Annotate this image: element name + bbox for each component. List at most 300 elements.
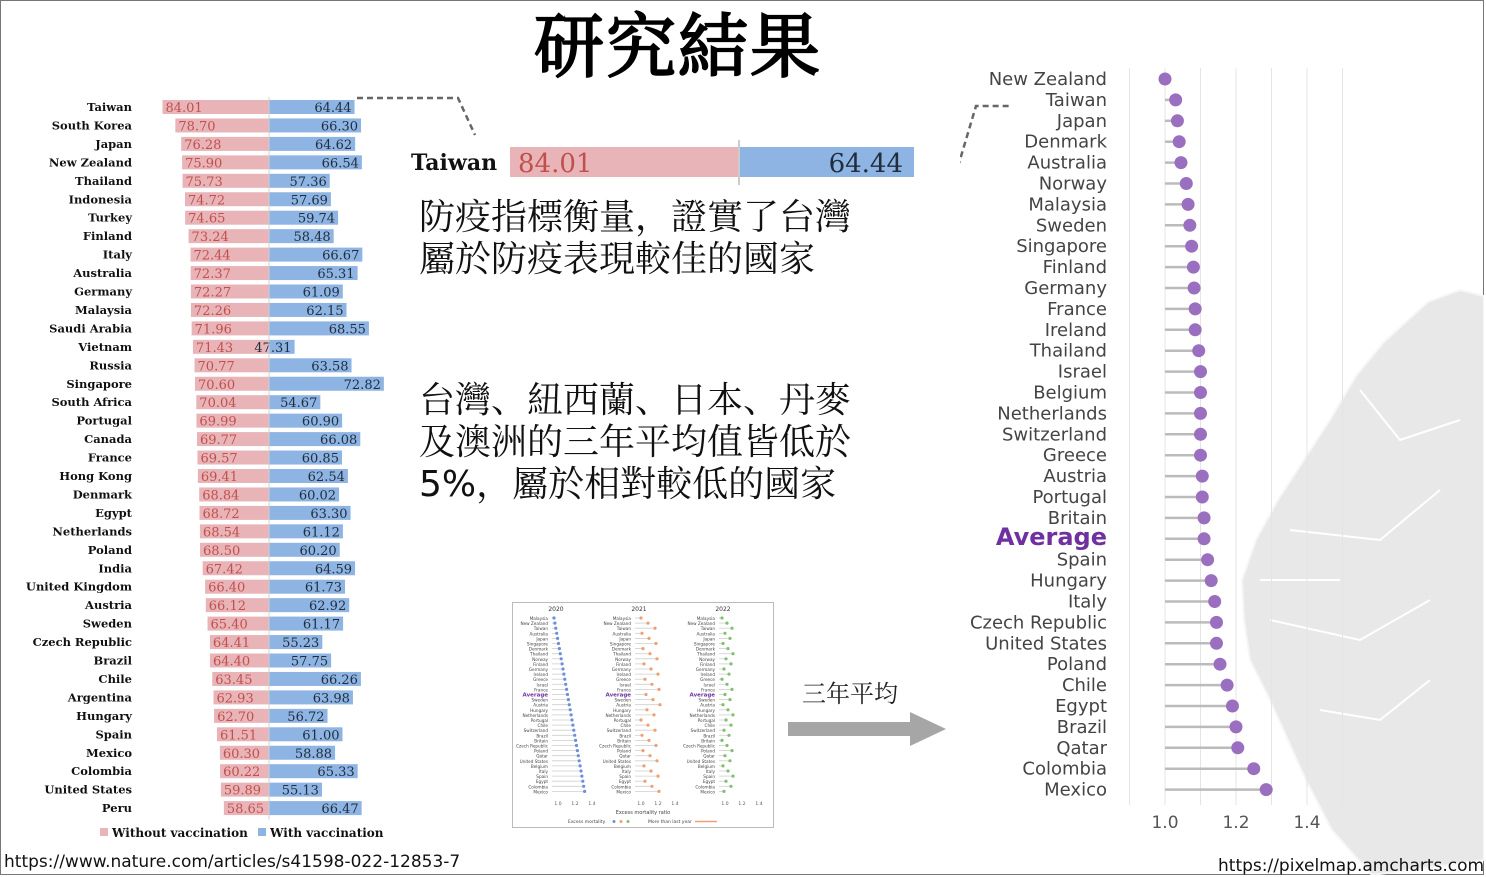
bar-with-value: 57.69 (290, 193, 328, 209)
bar-without-value: 72.27 (193, 285, 232, 301)
bar-with-value: 61.17 (302, 617, 341, 633)
thumbnail-dot (722, 790, 725, 793)
lollipop-dot (1208, 595, 1221, 608)
lollipop-dot (1247, 762, 1260, 775)
thumbnail-country-label: Spain (619, 774, 631, 780)
bar-without-value: 70.60 (197, 377, 236, 393)
lollipop-dot (1226, 700, 1239, 713)
thumbnail-dot (730, 688, 733, 691)
thumbnail-tick-label: 1.4 (671, 802, 679, 807)
thumbnail-dot (729, 724, 732, 727)
thumbnail-dot (725, 744, 728, 747)
lollipop-category-label: United States (985, 633, 1107, 655)
bar-with-value: 58.88 (294, 746, 333, 762)
lollipop-category-label: Switzerland (1002, 424, 1107, 446)
thumbnail-country-label: Australia (696, 631, 715, 637)
lollipop-dot (1194, 386, 1207, 399)
thumbnail-country-label: Norway (699, 656, 715, 662)
thumbnail-dot (560, 657, 563, 660)
thumbnail-country-label: United States (602, 758, 631, 764)
thumbnail-country-label: Egypt (535, 779, 548, 785)
thumbnail-country-label: Colombia (695, 784, 715, 790)
bar-category-label: Chile (98, 671, 132, 686)
bar-with-value: 66.26 (320, 672, 358, 688)
thumbnail-country-label: Australia (612, 631, 631, 637)
thumbnail-legend-dot (620, 820, 623, 823)
thumbnail-country-label: Italy (705, 769, 715, 774)
lollipop-category-label: Malaysia (1028, 194, 1107, 216)
thumbnail-country-label: Mexico (616, 789, 631, 795)
thumbnail-country-label: Austria (700, 702, 715, 708)
thumbnail-dot (564, 683, 567, 686)
lollipop-category-label: Egypt (1055, 696, 1107, 717)
thumbnail-country-label: Italy (538, 769, 548, 774)
lollipop-dot (1221, 679, 1234, 692)
bar-with-value: 61.12 (302, 525, 340, 541)
thumbnail-country-label: Netherlands (522, 712, 548, 718)
thumbnail-country-label: New Zealand (603, 621, 631, 627)
bar-without-value: 68.84 (202, 488, 240, 504)
thumbnail-dot (728, 637, 731, 640)
bar-without-value: 72.44 (193, 248, 231, 264)
thumbnail-country-label: Switzerland (606, 728, 631, 734)
finding-text-1-line-1: 防疫指標衡量，證實了台灣 (419, 197, 852, 238)
thumbnail-country-label: Average (522, 692, 548, 699)
thumbnail-dot (726, 708, 729, 711)
callout-label: Taiwan (411, 150, 498, 176)
thumbnail-dot (723, 632, 726, 635)
finding-text-2-line-2: 及澳洲的三年平均值皆低於 (419, 422, 852, 463)
thumbnail-panel-title: 2020 (548, 606, 564, 613)
thumbnail-country-label: Germany (695, 667, 715, 672)
thumbnail-dot (653, 627, 656, 630)
thumbnail-dot (645, 708, 648, 711)
thumbnail-country-label: Qatar (619, 753, 631, 759)
bar-with-value: 60.02 (298, 488, 337, 504)
lollipop-dot (1182, 198, 1195, 211)
bar-category-label: Indonesia (68, 192, 132, 207)
x-tick-label: 1.4 (1293, 813, 1321, 833)
lollipop-dot (1196, 491, 1209, 504)
bar-without-value: 71.96 (194, 322, 232, 338)
thumbnail-country-label: Japan (703, 636, 715, 642)
thumbnail-country-label: Brazil (703, 733, 715, 739)
thumbnail-dot (643, 780, 646, 783)
taiwan-callout (355, 90, 925, 190)
bar-with-value: 60.20 (299, 543, 337, 559)
lollipop-category-label: Portugal (1032, 487, 1107, 508)
thumbnail-country-label: Egypt (618, 779, 631, 785)
thumbnail-country-label: Belgium (613, 763, 631, 769)
thumbnail-dot (725, 683, 728, 686)
lollipop-dot (1189, 302, 1202, 315)
thumbnail-dot (643, 678, 646, 681)
thumbnail-country-label: United States (519, 758, 548, 764)
legend-swatch-without (100, 828, 108, 836)
lollipop-dot (1173, 135, 1186, 148)
legend-label-with: With vaccination (270, 826, 384, 840)
legend-label-without: Without vaccination (112, 826, 248, 840)
lollipop-dot (1169, 93, 1182, 106)
lollipop-category-label: Hungary (1030, 570, 1107, 592)
bar-category-label: Saudi Arabia (49, 321, 132, 336)
bar-without-value: 76.28 (184, 137, 222, 153)
thumbnail-dot (555, 632, 558, 635)
thumbnail-country-label: Denmark (528, 646, 548, 652)
thumbnail-country-label: Australia (529, 631, 548, 637)
callout-value-without: 84.01 (518, 149, 593, 179)
thumbnail-tick-label: 1.4 (588, 802, 596, 807)
thumbnail-dot (731, 775, 734, 778)
bar-without-value: 68.54 (202, 525, 241, 541)
bar-with-value: 68.55 (328, 322, 366, 338)
bar-without-value: 66.40 (208, 580, 246, 596)
thumbnail-tick-label: 1.0 (637, 802, 645, 807)
thumbnail-panel-title: 2021 (631, 606, 647, 613)
legend-swatch-with (258, 828, 266, 836)
bar-category-label: Peru (101, 801, 132, 816)
thumbnail-country-label: Greece (533, 677, 548, 683)
lollipop-category-label: Germany (1024, 278, 1107, 299)
lollipop-dot (1180, 177, 1193, 190)
thumbnail-dot (579, 764, 582, 767)
bar-with-value: 65.31 (317, 267, 355, 283)
finding-text-2-line-3: 5%，屬於相對較低的國家 (419, 464, 837, 505)
thumbnail-dot (730, 749, 733, 752)
thumbnail-dot (721, 703, 724, 706)
thumbnail-tick-label: 1.0 (554, 802, 562, 807)
lollipop-dot (1187, 261, 1200, 274)
thumbnail-country-label: Netherlands (689, 712, 715, 718)
thumbnail-tick-label: 1.2 (571, 802, 579, 807)
thumbnail-dot (574, 739, 577, 742)
bar-category-label: Singapore (66, 376, 132, 391)
thumbnail-dot (639, 616, 642, 619)
bar-category-label: United Kingdom (25, 579, 132, 594)
bar-without-value: 62.93 (216, 691, 254, 707)
bar-without-value: 69.77 (199, 433, 238, 449)
thumbnail-dot (655, 657, 658, 660)
thumbnail-country-label: Brazil (619, 733, 631, 739)
bar-category-label: Thailand (75, 173, 132, 188)
bar-with-value: 61.73 (304, 580, 343, 596)
arrow-label: 三年平均 (802, 680, 898, 708)
thumbnail-country-label: Britain (701, 738, 715, 744)
thumbnail-legend-dot (627, 820, 630, 823)
thumbnail-country-label: Taiwan (533, 626, 548, 632)
bar-without-value: 74.72 (187, 193, 226, 209)
thumbnail-tick-label: 1.2 (738, 802, 746, 807)
thumbnail-country-label: Chile (620, 723, 631, 729)
thumbnail-country-label: Egypt (702, 779, 715, 785)
thumbnail-x-label: Excess mortality ratio (615, 810, 671, 816)
thumbnail-country-label: Finland (616, 661, 631, 667)
lollipop-dot (1198, 532, 1211, 545)
bar-category-label: Colombia (71, 764, 132, 779)
lollipop-dot (1189, 323, 1202, 336)
bar-with-value: 57.75 (290, 654, 329, 670)
thumbnail-country-label: Chile (704, 723, 715, 729)
thumbnail-country-label: Sweden (614, 697, 631, 703)
bar-category-label: Russia (89, 358, 132, 373)
thumbnail-dot (582, 785, 585, 788)
callout-value-with: 64.44 (828, 149, 903, 179)
lollipop-dot (1198, 511, 1211, 524)
thumbnail-dot (650, 683, 653, 686)
thumbnail-dot (570, 718, 573, 721)
bar-without-value: 70.77 (197, 359, 235, 375)
lollipop-category-label: Thailand (1029, 340, 1107, 362)
lollipop-dot (1192, 344, 1205, 357)
thumbnail-dot (647, 739, 650, 742)
lollipop-category-label: Australia (1027, 152, 1107, 174)
source-link-left[interactable]: https://www.nature.com/articles/s41598-022-12853-7 (4, 852, 461, 872)
lollipop-category-label: Singapore (1016, 236, 1107, 258)
bar-without-value: 64.41 (212, 636, 251, 652)
bar-category-label: South Korea (51, 118, 132, 133)
bar-with-value: 65.33 (317, 765, 355, 781)
thumbnail-country-label: Belgium (697, 763, 715, 769)
thumbnail-country-label: Thailand (613, 651, 631, 657)
bar-with-value: 64.59 (314, 562, 353, 578)
bar-without-value: 68.50 (203, 543, 241, 559)
lollipop-dot (1210, 616, 1223, 629)
bar-without-value: 70.04 (199, 396, 237, 412)
thumbnail-dot (570, 713, 573, 716)
thumbnail-dot (641, 749, 644, 752)
thumbnail-dot (583, 790, 586, 793)
lollipop-category-label: Israel (1057, 361, 1107, 383)
thumbnail-country-label: Czech Republic (683, 743, 715, 749)
thumbnail-country-label: Taiwan (616, 626, 631, 632)
thumbnail-country-label: Spain (703, 774, 715, 780)
bar-category-label: Vietnam (78, 339, 132, 354)
lollipop-dot (1159, 73, 1172, 86)
lollipop-dot (1201, 553, 1214, 566)
thumbnail-dot (725, 622, 728, 625)
thumbnail-country-label: Sweden (698, 697, 715, 703)
bar-without-value: 59.89 (223, 783, 262, 799)
bar-category-label: Argentina (67, 690, 132, 705)
thumbnail-country-label: Qatar (703, 753, 715, 759)
x-tick-label: 1.2 (1222, 813, 1250, 833)
thumbnail-country-label: Japan (536, 636, 548, 642)
lollipop-dot (1194, 449, 1207, 462)
thumbnail-dot (561, 667, 564, 670)
bar-without-value: 66.12 (208, 599, 247, 615)
bar-category-label: Poland (87, 542, 132, 557)
thumbnail-country-label: Germany (528, 667, 548, 672)
thumbnail-country-label: United States (686, 758, 715, 764)
thumbnail-dot (571, 724, 574, 727)
lollipop-dot (1194, 407, 1207, 420)
thumbnail-dot (657, 688, 660, 691)
thumbnail-country-label: Qatar (536, 753, 548, 759)
bar-category-label: India (98, 561, 132, 576)
bar-with-value: 61.00 (302, 728, 340, 744)
thumbnail-country-label: Portugal (697, 718, 715, 723)
bar-without-value: 75.73 (185, 174, 223, 190)
thumbnail-dot (559, 652, 562, 655)
thumbnail-tick-label: 1.2 (654, 802, 662, 807)
thumbnail-country-label: Switzerland (523, 728, 548, 734)
thumbnail-dot (573, 734, 576, 737)
thumbnail-dot (720, 616, 723, 619)
thumbnail-country-label: Finland (700, 661, 715, 667)
bar-category-label: Turkey (88, 210, 132, 225)
thumbnail-country-label: Sweden (531, 697, 548, 703)
bar-category-label: Netherlands (52, 524, 132, 539)
source-link-right[interactable]: https://pixelmap.amcharts.com (1218, 856, 1485, 876)
bar-category-label: Taiwan (87, 100, 132, 114)
lollipop-category-label: Italy (1067, 591, 1107, 613)
thumbnail-dot (561, 662, 564, 665)
bar-with-value: 63.58 (311, 359, 349, 375)
bar-category-label: Spain (95, 727, 132, 742)
thumbnail-dot (724, 657, 727, 660)
bar-with-value: 62.15 (306, 303, 344, 319)
lollipop-category-label: Denmark (1024, 131, 1107, 153)
thumbnail-dot (724, 718, 727, 721)
bar-with-value: 55.23 (282, 636, 320, 652)
bar-category-label: Italy (102, 247, 132, 262)
thumbnail-country-label: Britain (534, 738, 548, 744)
bar-without-value: 62.70 (217, 709, 255, 725)
thumbnail-country-label: Hungary (530, 707, 548, 713)
thumbnail-tick-label: 1.0 (721, 802, 729, 807)
thumbnail-country-label: Norway (615, 656, 631, 662)
thumbnail-country-label: Average (689, 692, 715, 699)
thumbnail-dot (646, 622, 649, 625)
bar-without-value: 69.99 (199, 414, 237, 430)
page-title: 研究結果 (534, 6, 822, 88)
thumbnail-dot (730, 627, 733, 630)
thumbnail-country-label: Portugal (530, 718, 548, 723)
bar-category-label: Sweden (82, 616, 132, 631)
thumbnail-country-label: Britain (617, 738, 631, 744)
thumbnail-dot (557, 642, 560, 645)
lollipop-dot (1183, 219, 1196, 232)
bar-without-value: 68.72 (202, 506, 240, 522)
bar-with-value: 66.30 (320, 119, 359, 135)
thumbnail-dot (577, 754, 580, 757)
thumbnail-panel-title: 2022 (715, 606, 731, 613)
lollipop-dot (1188, 282, 1201, 295)
finding-text-2-line-1: 台灣、紐西蘭、日本、丹麥 (419, 380, 852, 421)
thumbnail-country-label: Denmark (695, 646, 715, 652)
thumbnail-country-label: Japan (619, 636, 631, 642)
thumbnail-country-label: Israel (536, 682, 548, 688)
bar-category-label: Mexico (86, 745, 132, 760)
thumbnail-dot (579, 769, 582, 772)
thumbnail-country-label: Israel (619, 682, 631, 688)
bar-with-value: 66.54 (321, 156, 359, 172)
thumbnail-dot (726, 647, 729, 650)
thumbnail-dot (581, 780, 584, 783)
thumbnail-country-label: Finland (533, 661, 548, 667)
thumbnail-dot (648, 754, 651, 757)
thumbnail-country-label: Malaysia (529, 616, 548, 621)
thumbnail-dot (657, 790, 660, 793)
thumbnail-dot (655, 759, 658, 762)
thumbnail-dot (722, 667, 725, 670)
thumbnail-dot (553, 622, 556, 625)
thumbnail-dot (723, 693, 726, 696)
lollipop-dot (1194, 428, 1207, 441)
bar-category-label: Brazil (93, 653, 132, 668)
thumbnail-country-label: Singapore (609, 641, 631, 647)
thumbnail-country-label: Mexico (700, 789, 715, 795)
lollipop-category-label: Britain (1047, 507, 1107, 529)
bar-with-value: 47.31 (254, 340, 292, 356)
taiwan-map-shape (1242, 290, 1484, 875)
lollipop-category-label: Qatar (1056, 737, 1107, 759)
bar-without-value: 67.42 (205, 562, 243, 578)
bar-without-value: 71.43 (195, 340, 234, 356)
bar-with-value: 60.90 (301, 414, 340, 430)
lollipop-category-label: Norway (1038, 173, 1107, 195)
lollipop-dot (1214, 658, 1227, 671)
thumbnail-dot (653, 729, 656, 732)
thumbnail-dot (642, 662, 645, 665)
thumbnail-dot (728, 759, 731, 762)
bar-category-label: Austria (85, 598, 132, 613)
bar-with-value: 63.98 (312, 691, 350, 707)
thumbnail-country-label: Czech Republic (599, 743, 631, 749)
thumbnail-dot (656, 673, 659, 676)
thumbnail-country-label: Denmark (611, 646, 631, 652)
lollipop-category-label: Ireland (1044, 319, 1107, 341)
thumbnail-country-label: Italy (621, 769, 631, 774)
thumbnail-country-label: Ireland (700, 672, 715, 678)
thumbnail-country-label: Germany (611, 667, 631, 672)
thumbnail-country-label: Greece (700, 677, 715, 683)
thumbnail-dot (721, 642, 724, 645)
bar-category-label: Finland (82, 229, 132, 244)
thumbnail-dot (726, 769, 729, 772)
bar-without-value: 84.01 (165, 101, 203, 116)
thumbnail-dot (563, 678, 566, 681)
thumbnail-dot (578, 759, 581, 762)
thumbnail-country-label: Ireland (533, 672, 548, 678)
thumbnail-country-label: New Zealand (520, 621, 548, 627)
thumbnail-dot (723, 754, 726, 757)
bar-without-value: 69.41 (200, 470, 239, 485)
bar-with-value: 56.72 (287, 709, 325, 725)
thumbnail-dot (554, 627, 557, 630)
bar-category-label: Australia (73, 266, 132, 281)
thumbnail-dot (568, 703, 571, 706)
lollipop-dot (1210, 637, 1223, 650)
bar-category-label: South Africa (51, 395, 132, 410)
thumbnail-dot (580, 775, 583, 778)
bar-category-label: Egypt (95, 505, 132, 520)
bar-without-value: 69.57 (200, 451, 238, 467)
bar-without-value: 64.40 (212, 654, 251, 670)
thumbnail-dot (652, 713, 655, 716)
thumbnail-dot (654, 744, 657, 747)
bar-without-value: 60.22 (223, 765, 261, 781)
thumbnail-dot (729, 785, 732, 788)
lollipop-dashed-connector (960, 106, 1012, 368)
thumbnail-dot (728, 698, 731, 701)
finding-text-1 (419, 197, 851, 281)
thumbnail-dot (720, 678, 723, 681)
thumbnail-country-label: Malaysia (612, 616, 631, 621)
bar-with-value: 58.48 (293, 230, 331, 246)
thumbnail-country-label: Portugal (613, 718, 631, 723)
thumbnail-country-label: Austria (616, 702, 631, 708)
